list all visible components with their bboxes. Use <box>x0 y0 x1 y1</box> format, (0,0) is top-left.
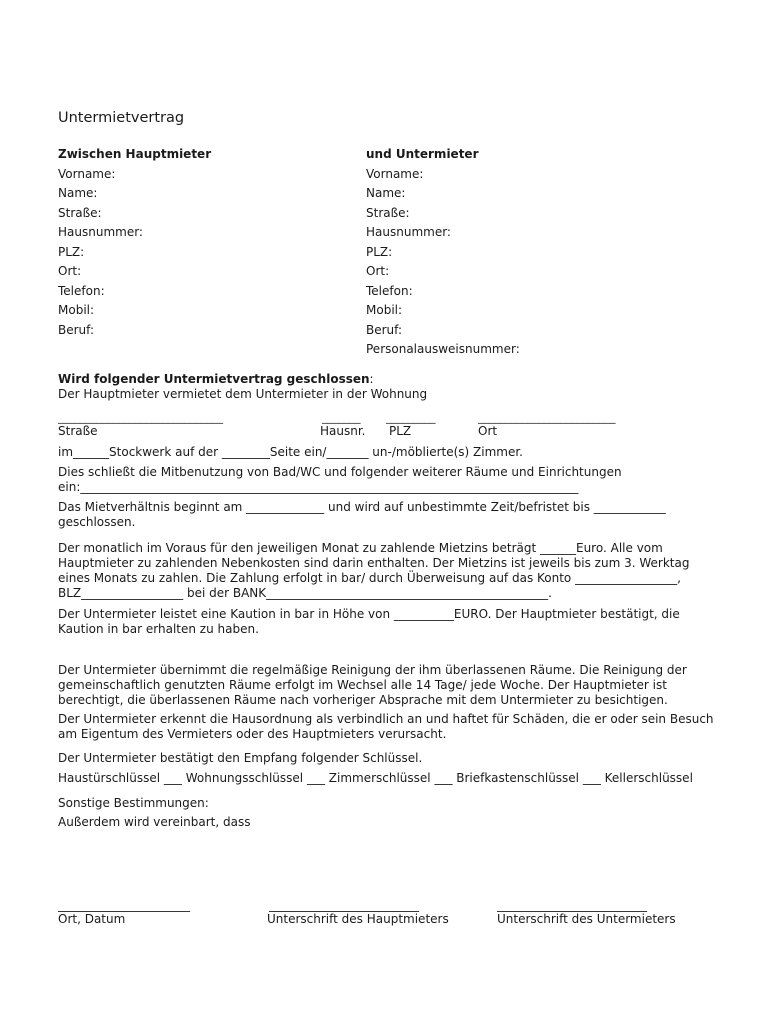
hauptmieter-field-telefon: Telefon: <box>58 283 105 298</box>
beginn-line-2: geschlossen. <box>58 515 136 529</box>
section-heading <box>58 372 374 387</box>
hauptmieter-field-plz: PLZ: <box>58 244 85 259</box>
ort-blank: _________________________ <box>478 411 616 424</box>
kaution-line-2: Kaution in bar erhalten zu haben. <box>58 622 259 636</box>
signature-line-ort-datum: ______________________ <box>58 898 190 912</box>
signature-label-untermieter: Unterschrift des Untermieters <box>497 912 676 926</box>
untermieter-field-strasse: Straße: <box>366 205 410 220</box>
stockwerk-text: im______Stockwerk auf der ________Seite ein/_______ un-/möblierte(s) Zimmer. <box>58 445 523 459</box>
hauptmieter-field-strasse: Straße: <box>58 205 102 220</box>
hauptmieter-field-name: Name: <box>58 186 98 200</box>
hausordnung-line-2: am Eigentum des Vermieters oder des Hauptmieters verursacht. <box>58 727 447 741</box>
untermieter-heading: und Untermieter <box>366 147 479 161</box>
untermieter-column <box>366 147 520 362</box>
mietzins-line-4: BLZ_________________ bei der BANK_______________________________________________. <box>58 586 552 600</box>
untermieter-field-personalausweis: Personalausweisnummer: <box>366 342 520 356</box>
untermieter-field-plz: PLZ: <box>366 244 393 259</box>
reinigung-line-3: berechtigt, die überlassenen Räume nach vorheriger Absprache mit dem Untermieter zu besichtigen. <box>58 693 668 707</box>
signature-label-hauptmieter: Unterschrift des Hauptmieters <box>267 912 449 926</box>
ort-label: Ort <box>478 424 498 438</box>
section-heading-colon: : <box>369 372 374 386</box>
schluessel-line-2: Haustürschlüssel ___ Wohnungsschlüssel ___ Zimmerschlüssel ___ Briefkastenschlüssel ___ Kellerschlüssel <box>58 771 693 785</box>
untermieter-field-telefon: Telefon: <box>366 283 413 298</box>
untermieter-field-ort: Ort: <box>366 264 390 278</box>
hausnr-blank: _______ <box>322 411 361 424</box>
beginn-line-1: Das Mietverhältnis beginnt am _____________ und wird auf unbestimmte Zeit/befristet bis ____________ <box>58 500 666 514</box>
hauptmieter-field-beruf: Beruf: <box>58 322 94 337</box>
untermieter-field-mobil: Mobil: <box>366 303 403 317</box>
untermieter-field-vorname: Vorname: <box>366 166 424 181</box>
untermieter-field-beruf: Beruf: <box>366 322 402 337</box>
signature-line-hauptmieter: _________________________ <box>269 898 419 912</box>
hausordnung-line-1: Der Untermieter erkennt die Hausordnung als verbindlich an und haftet für Schäden, die er oder sein Besuch <box>58 712 714 726</box>
reinigung-line-1: Der Untermieter übernimmt die regelmäßige Reinigung der ihm überlassenen Räume. Die Reinigung der <box>58 663 687 677</box>
schluessel-line-1: Der Untermieter bestätigt den Empfang folgender Schlüssel. <box>58 751 423 765</box>
mitbenutzung-line-2: ein:___________________________________________________________________________________ <box>58 480 579 494</box>
reinigung-line-2: gemeinschaftlich genutzten Räume erfolgt im Wechsel alle 14 Tage/ jede Woche. Der Hauptmieter ist <box>58 678 667 692</box>
mitbenutzung-line-1: Dies schließt die Mitbenutzung von Bad/WC und folgender weiterer Räume und Einrichtungen <box>58 465 622 479</box>
intro-text: Der Hauptmieter vermietet dem Untermieter in der Wohnung <box>58 387 428 401</box>
signature-line-untermieter: _________________________ <box>497 898 647 912</box>
plz-blank: _________ <box>386 411 436 424</box>
kaution-line-1: Der Untermieter leistet eine Kaution in bar in Höhe von __________EURO. Der Hauptmieter bestätigt, die <box>58 607 680 621</box>
section-heading-text: Wird folgender Untermietvertrag geschlossen <box>58 372 370 386</box>
sonstige-bestimmungen: Sonstige Bestimmungen: <box>58 796 209 810</box>
strasse-blank: ______________________________ <box>58 411 223 424</box>
hauptmieter-field-ort: Ort: <box>58 264 82 278</box>
hauptmieter-field-hausnummer: Hausnummer: <box>58 225 143 239</box>
hausnr-label: Hausnr. <box>320 424 366 438</box>
untermieter-field-name: Name: <box>366 186 406 200</box>
mietzins-line-2: Hauptmieter zu zahlenden Nebenkosten sind darin enthalten. Der Mietzins ist jeweils bis zum 3. Werktag <box>58 556 690 570</box>
strasse-label: Straße <box>58 424 98 438</box>
signature-label-ort-datum: Ort, Datum <box>58 912 126 926</box>
hauptmieter-column <box>58 147 211 342</box>
untermieter-field-hausnummer: Hausnummer: <box>366 225 451 239</box>
hauptmieter-field-vorname: Vorname: <box>58 166 116 181</box>
plz-label: PLZ <box>389 424 412 438</box>
mietzins-line-3: eines Monats zu zahlen. Die Zahlung erfolgt in bar/ durch Überweisung auf das Konto _________________, <box>58 571 681 585</box>
ausserdem-text: Außerdem wird vereinbart, dass <box>58 815 251 829</box>
hauptmieter-heading: Zwischen Hauptmieter <box>58 147 212 161</box>
mietzins-line-1: Der monatlich im Voraus für den jeweiligen Monat zu zahlende Mietzins beträgt ______Euro. Alle vom <box>58 541 663 555</box>
hauptmieter-field-mobil: Mobil: <box>58 303 95 317</box>
page-title: Untermietvertrag <box>58 110 185 126</box>
